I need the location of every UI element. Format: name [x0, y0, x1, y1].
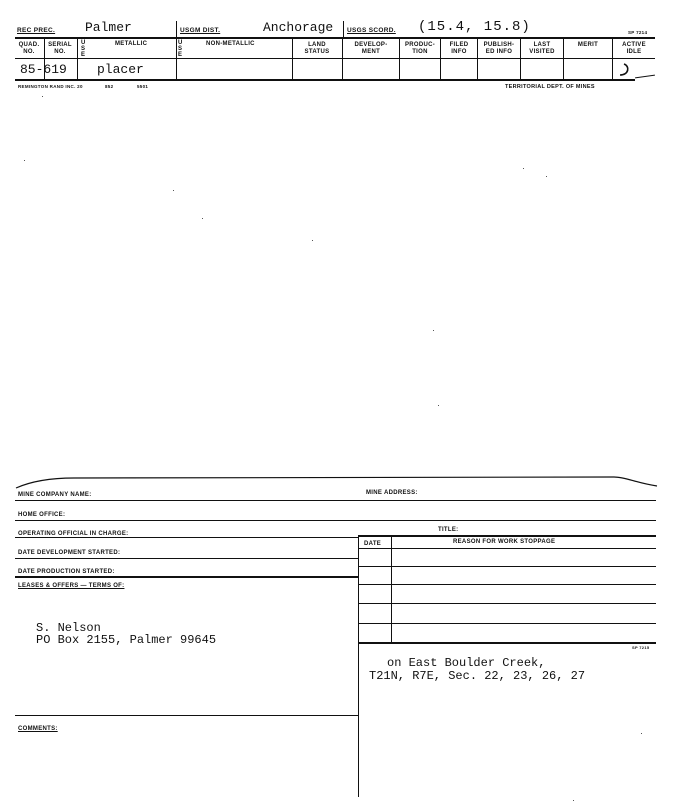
vline-f — [399, 38, 400, 79]
form-number-2: SP 7215 — [632, 645, 650, 650]
vline-j — [563, 38, 564, 79]
printer-code-b: 5501 — [137, 84, 149, 89]
location-line-2: T21N, R7E, Sec. 22, 23, 26, 27 — [369, 669, 586, 683]
rec-prec-label: REC PREC. — [17, 27, 56, 34]
rule-comments — [15, 715, 358, 716]
date-col-label: DATE — [364, 541, 382, 547]
vline-k — [612, 38, 613, 79]
rule-official-left — [15, 537, 358, 538]
stoppage-row-1 — [358, 566, 656, 567]
dev-started-label: DATE DEVELOPMENT STARTED: — [18, 550, 121, 556]
col-filed-info: FILED INFO — [449, 42, 469, 55]
quad-serial-value: 85-619 — [20, 62, 67, 77]
col-quad: QUAD. NO. — [18, 42, 40, 55]
printer-code-a: 852 — [105, 84, 114, 89]
col-use-nonmetallic: U S E — [178, 40, 183, 58]
column-header-rule — [15, 58, 655, 59]
form-number: SP 7214 — [628, 30, 648, 35]
header-rule — [15, 37, 655, 39]
col-published-info: PUBLISH- ED INFO — [483, 42, 515, 55]
usgm-dist-value: Anchorage — [263, 20, 334, 35]
reason-col-label: REASON FOR WORK STOPPAGE — [453, 539, 556, 545]
rule-company — [15, 500, 656, 501]
usgs-scord-label: USGS SCORD. — [347, 27, 396, 34]
header-divider-2 — [343, 21, 344, 38]
mine-address-label: MINE ADDRESS: — [366, 490, 418, 496]
stoppage-date-divider — [391, 537, 392, 642]
col-last-visited: LAST VISITED — [529, 42, 555, 55]
location-line-1: on East Boulder Creek, — [387, 656, 546, 670]
vline-d — [292, 38, 293, 79]
vline-b — [77, 38, 78, 79]
leases-label: LEASES & OFFERS — TERMS OF: — [18, 583, 125, 589]
rule-stoppage-header — [358, 548, 656, 549]
col-merit: MERIT — [577, 42, 599, 48]
col-active-idle: ACTIVE IDLE — [622, 42, 646, 55]
col-land-status: LAND STATUS — [304, 42, 330, 55]
stoppage-row-2 — [358, 584, 656, 585]
stoppage-row-4 — [358, 623, 656, 624]
owner-name: S. Nelson — [36, 621, 101, 635]
col-serial: SERIAL NO. — [48, 42, 72, 55]
row-bottom-rule-curl — [635, 75, 655, 79]
header-divider-1 — [176, 21, 177, 38]
rule-official-right — [358, 535, 656, 537]
stoppage-row-5 — [358, 642, 656, 644]
col-non-metallic: NON-METALLIC — [206, 41, 255, 47]
printer-mark: REMINGTON RAND INC. 20 — [18, 84, 83, 89]
home-office-label: HOME OFFICE: — [18, 512, 66, 518]
title-label: TITLE: — [438, 527, 459, 533]
vline-h — [477, 38, 478, 79]
metallic-value: placer — [97, 62, 144, 77]
rule-dev-started — [15, 558, 358, 559]
rule-home-office — [15, 520, 656, 521]
usgs-scord-value: (15.4, 15.8) — [418, 19, 531, 35]
vline-g — [440, 38, 441, 79]
col-production: PRODUC- TION — [404, 42, 436, 55]
vline-e — [342, 38, 343, 79]
mine-company-label: MINE COMPANY NAME: — [18, 492, 92, 498]
usgm-dist-label: USGM DIST. — [180, 27, 221, 34]
prod-started-label: DATE PRODUCTION STARTED: — [18, 569, 115, 575]
center-divider — [358, 535, 359, 797]
vline-c — [176, 38, 177, 79]
col-use-metallic: U S E — [81, 40, 86, 58]
owner-address: PO Box 2155, Palmer 99645 — [36, 633, 217, 647]
col-development: DEVELOP- MENT — [354, 42, 388, 55]
stoppage-row-3 — [358, 603, 656, 604]
operating-official-label: OPERATING OFFICIAL IN CHARGE: — [18, 531, 129, 537]
department-mark: TERRITORIAL DEPT. OF MINES — [505, 84, 595, 90]
comments-label: COMMENTS: — [18, 726, 58, 732]
bottom-card-top-edge — [14, 474, 659, 490]
rec-prec-value: Palmer — [85, 20, 132, 35]
vline-a — [44, 38, 45, 79]
rule-prod-started — [15, 576, 358, 578]
active-idle-mark — [614, 62, 634, 80]
row-bottom-rule — [15, 79, 635, 81]
vline-i — [520, 38, 521, 79]
col-metallic: METALLIC — [115, 41, 148, 47]
